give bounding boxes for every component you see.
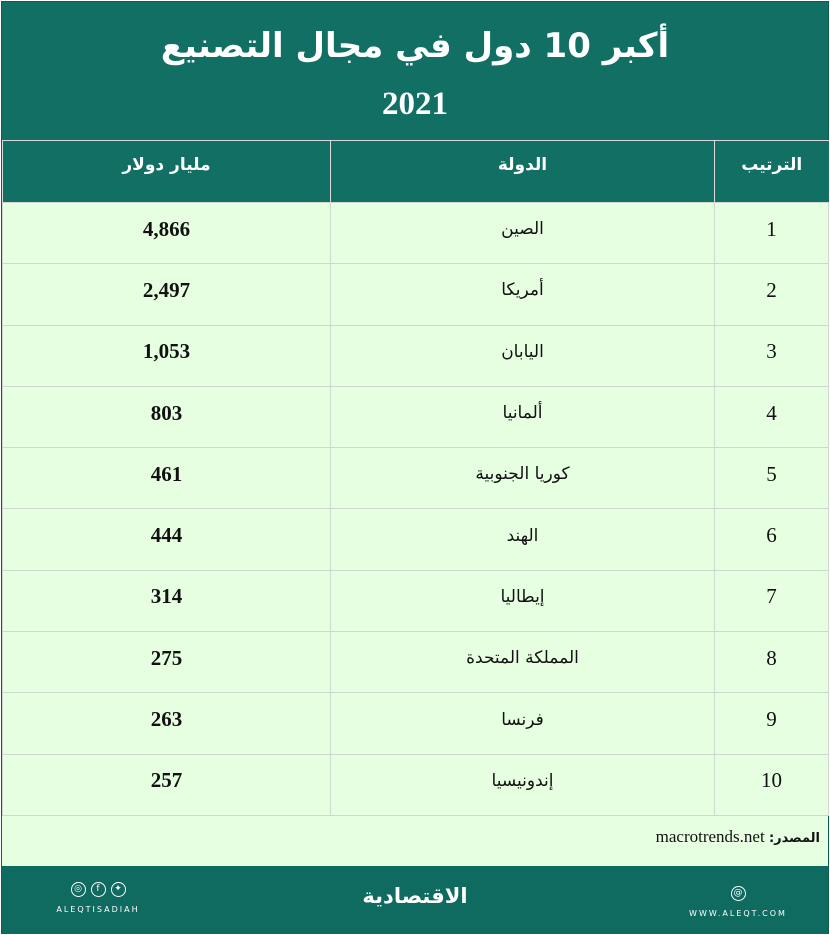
facebook-icon[interactable]: f [91,882,106,897]
table-row [3,264,829,325]
country-cell: أمريكا [331,264,715,325]
rank-cell: 2 [715,264,829,325]
table-row [3,754,829,815]
value-cell: 275 [3,632,331,693]
source-note [656,827,820,847]
country-cell: الهند [331,509,715,570]
value-cell: 257 [3,754,331,815]
country-cell: فرنسا [331,693,715,754]
value-cell: 2,497 [3,264,331,325]
country-cell: كوريا الجنوبية [331,448,715,509]
website-block [678,882,798,918]
value-cell: 461 [3,448,331,509]
rank-cell: 7 [715,570,829,631]
infographic-card [1,1,829,934]
value-cell: 444 [3,509,331,570]
value-cell: 263 [3,693,331,754]
column-header-value: مليار دولار [3,141,331,203]
country-cell: إندونيسيا [331,754,715,815]
rank-cell: 10 [715,754,829,815]
rank-cell: 4 [715,386,829,447]
page-title: أكبر 10 دول في مجال التصنيع [160,26,670,66]
table-header-row [3,141,829,203]
twitter-icon[interactable]: ✦ [111,882,126,897]
country-cell: ألمانيا [331,386,715,447]
table-row [3,693,829,754]
table-row [3,203,829,264]
instagram-icon[interactable]: ◎ [71,882,86,897]
source-label: المصدر: [768,831,820,846]
footer [2,866,828,934]
table-row [3,386,829,447]
country-cell: إيطاليا [331,570,715,631]
rank-cell: 8 [715,632,829,693]
table-row [3,570,829,631]
rank-cell: 5 [715,448,829,509]
table-row [3,509,829,570]
source-value: macrotrends.net [655,827,765,846]
web-icon[interactable]: @ [731,886,746,901]
column-header-rank: الترتيب [715,141,829,203]
website-url[interactable]: WWW.ALEQT.COM [689,909,787,918]
table-row [3,448,829,509]
country-cell: اليابان [331,325,715,386]
page-year: 2021 [382,86,448,122]
value-cell: 314 [3,570,331,631]
value-cell: 4,866 [3,203,331,264]
table-row [3,325,829,386]
column-header-country: الدولة [331,141,715,203]
country-cell: الصين [331,203,715,264]
brand-logo: الاقتصادية [362,884,468,908]
value-cell: 1,053 [3,325,331,386]
rank-cell: 3 [715,325,829,386]
rank-cell: 6 [715,509,829,570]
country-cell: المملكة المتحدة [331,632,715,693]
ranking-table [2,140,829,816]
social-handle: ALEQTISADIAH [56,905,140,914]
header [2,2,828,140]
rank-cell: 9 [715,693,829,754]
value-cell: 803 [3,386,331,447]
table-row [3,632,829,693]
rank-cell: 1 [715,203,829,264]
